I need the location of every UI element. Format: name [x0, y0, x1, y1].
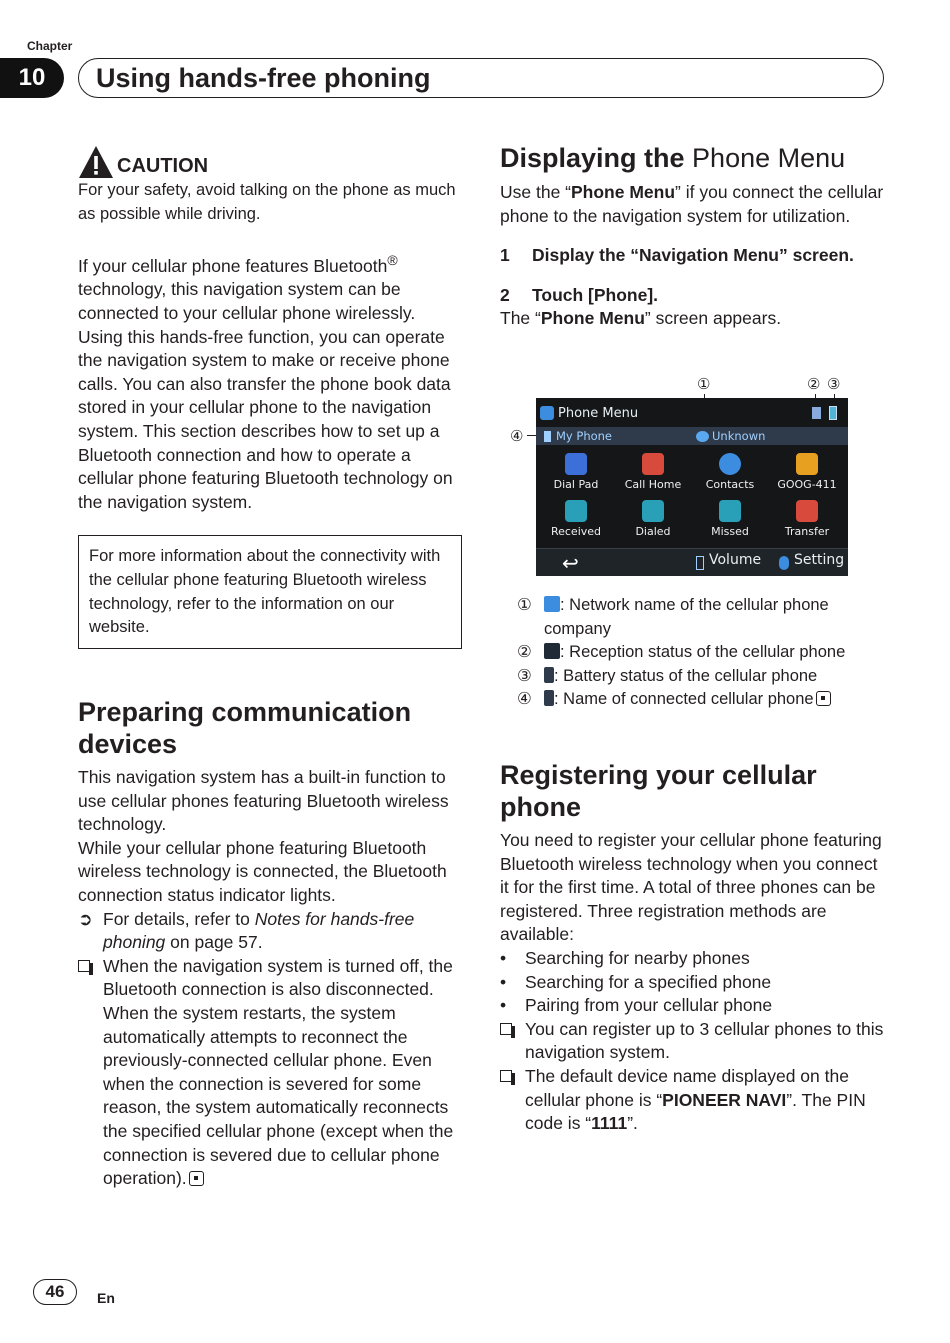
- reference-link-text: Notes for hands-free phoning: [103, 908, 415, 953]
- dial-pad-button[interactable]: [538, 450, 614, 494]
- register-note-1-text: You can register up to 3 cellular phones to this navigation system.: [525, 1018, 884, 1063]
- intro-paragraph: [78, 249, 464, 514]
- chapter-number: 10: [0, 58, 64, 98]
- back-button[interactable]: ↩: [562, 551, 579, 575]
- language-label: En: [97, 1290, 115, 1306]
- phone-menu-heading-bold: Displaying the: [500, 143, 685, 173]
- battery-icon: [829, 406, 837, 420]
- reference-item: [78, 908, 464, 955]
- preparing-para1: This navigation system has a built-in function to use cellular phones featuring Bluetooth wireless technology.: [78, 767, 449, 835]
- registering-heading: Registering your cellular phone: [500, 760, 817, 822]
- missed-button[interactable]: [692, 497, 768, 541]
- legend-item-2: [517, 641, 887, 665]
- bullet-item-3: • Pairing from your cellular phone: [500, 994, 890, 1018]
- pin-code: 1111: [591, 1113, 628, 1134]
- network-icon: [696, 431, 709, 442]
- preparing-section: [78, 696, 464, 1191]
- intro-text-before: If your cellular phone features Bluetooth: [78, 255, 388, 276]
- legend-4-text: : Name of connected cellular phone: [554, 690, 814, 709]
- step-2-text: Touch [Phone].: [532, 284, 659, 305]
- transfer-label: Transfer: [784, 525, 830, 538]
- callout-4: ④: [510, 428, 524, 445]
- missed-label: Missed: [711, 525, 749, 538]
- info-box: [78, 535, 462, 649]
- callout-1: ①: [697, 376, 711, 393]
- dialed-icon: [642, 500, 664, 522]
- phone-menu-section: [500, 142, 890, 331]
- caution-block: [78, 145, 464, 226]
- bullet-1-text: Searching for nearby phones: [525, 947, 750, 968]
- legend-1-text: : Network name of the cellular phone company: [544, 596, 829, 638]
- phone-menu-screen: [536, 398, 848, 576]
- screen-title: Phone Menu: [558, 406, 639, 421]
- chapter-label: Chapter: [27, 39, 73, 53]
- received-button[interactable]: [538, 497, 614, 541]
- reference-arrow-icon: ➲: [78, 908, 93, 929]
- battery-legend-icon: [544, 667, 554, 683]
- bluetooth-icon: [779, 556, 789, 570]
- note2-before: The default device name displayed on the cellular phone is “: [525, 1065, 849, 1110]
- received-icon: [565, 500, 587, 522]
- dialed-label: Dialed: [635, 525, 671, 538]
- phone-menu-intro-bold: Phone Menu: [571, 182, 676, 202]
- received-label: Received: [550, 525, 602, 538]
- step-1-text: Display the “Navigation Menu” screen.: [532, 245, 854, 266]
- volume-button[interactable]: Volume: [709, 552, 762, 568]
- result-bold: Phone Menu: [540, 308, 645, 329]
- step-2: [500, 284, 890, 308]
- chapter-title: Using hands-free phoning: [96, 63, 431, 93]
- phone-menu-icon: [540, 406, 554, 420]
- phone-menu-intro-before: Use the “: [500, 182, 571, 202]
- note2-mid: ”. The PIN code is “: [525, 1089, 866, 1134]
- registered-mark: ®: [387, 252, 398, 268]
- goog-411-icon: [796, 453, 818, 475]
- contacts-icon: [719, 453, 741, 475]
- page-number: 46: [33, 1279, 77, 1305]
- intro-text-after: technology, this navigation system can be connected to your cellular phone wirelessly. Using this hands-free function, you can operate the navigation system to make or receive phone calls. You can also transfer the phone book data stored in your cellular phone to the navigation system. This section describes how to set up a Bluetooth connection and how to operate a cellular phone featuring Bluetooth technology on the navigation system.: [78, 279, 453, 512]
- network-legend-icon: [544, 596, 560, 612]
- legend-3-text: : Battery status of the cellular phone: [554, 666, 818, 685]
- device-name: PIONEER NAVI: [662, 1089, 787, 1110]
- preparing-heading: Preparing communication devices: [78, 697, 412, 759]
- callout-3: ③: [827, 376, 841, 393]
- callout-2: ②: [807, 376, 821, 393]
- info-box-text: For more information about the connectivity with the cellular phone featuring Bluetooth wireless technology, refer to the information on our website.: [89, 547, 441, 637]
- step-2-number: 2: [500, 284, 510, 305]
- goog-411-label: GOOG-411: [777, 478, 837, 491]
- legend-item-3: [517, 665, 887, 689]
- step-1-number: 1: [500, 245, 510, 266]
- screen-legend: [517, 594, 887, 712]
- dial-pad-icon: [565, 453, 587, 475]
- legend-item-1: [517, 594, 887, 641]
- phone-menu-heading-normal: Phone Menu: [692, 143, 846, 173]
- caution-heading: CAUTION: [117, 155, 209, 178]
- preparing-para2: While your cellular phone featuring Bluetooth wireless technology is connected, the Bluetooth connection status indicator lights.: [78, 837, 447, 905]
- missed-icon: [719, 500, 741, 522]
- phone-menu-intro: [500, 181, 890, 228]
- transfer-button[interactable]: [769, 497, 845, 541]
- note-box-icon: [500, 1023, 512, 1035]
- dialed-button[interactable]: [615, 497, 691, 541]
- dial-pad-label: Dial Pad: [553, 478, 599, 491]
- transfer-icon: [796, 500, 818, 522]
- contacts-button[interactable]: [692, 450, 768, 494]
- legend-2-text: : Reception status of the cellular phone: [560, 643, 846, 662]
- registering-section: [500, 759, 890, 1136]
- end-mark-icon: [189, 1171, 204, 1186]
- phone-menu-intro-after: ” if you connect the cellular phone to the navigation system for utilization.: [500, 182, 884, 226]
- register-note-1: [500, 1018, 890, 1065]
- call-home-label: Call Home: [624, 478, 682, 491]
- bullet-3-text: Pairing from your cellular phone: [525, 995, 773, 1016]
- result-before: The “: [500, 308, 541, 329]
- bullet-item-1: • Searching for nearby phones: [500, 947, 890, 971]
- note-box-icon: [78, 960, 90, 972]
- step-2-result: [500, 307, 890, 331]
- warning-icon: [78, 145, 114, 179]
- my-phone-label: My Phone: [556, 429, 613, 443]
- contacts-label: Contacts: [705, 478, 755, 491]
- reference-text-before: For details, refer to: [103, 908, 255, 929]
- legend-item-4: [517, 688, 887, 712]
- goog-411-button[interactable]: [769, 450, 845, 494]
- step-1: [500, 244, 890, 268]
- signal-icon: [812, 407, 821, 419]
- legend-4-number: ④: [517, 690, 532, 709]
- result-after: ” screen appears.: [644, 308, 782, 329]
- network-name: Unknown: [712, 429, 766, 443]
- legend-3-number: ③: [517, 666, 532, 685]
- setting-button[interactable]: Setting: [794, 552, 845, 568]
- phone-legend-icon: [544, 690, 554, 706]
- register-note-2: [500, 1065, 890, 1136]
- bullet-2-text: Searching for a specified phone: [525, 971, 772, 992]
- my-phone-icon: [544, 431, 551, 442]
- reference-text-after: on page 57.: [165, 932, 263, 953]
- call-home-icon: [642, 453, 664, 475]
- end-mark-icon: [816, 691, 831, 706]
- bullet-item-2: • Searching for a specified phone: [500, 971, 890, 995]
- caution-text: For your safety, avoid talking on the phone as much as possible while driving.: [78, 181, 456, 223]
- note-box-icon: [500, 1070, 512, 1082]
- note2-after: ”.: [627, 1113, 638, 1134]
- legend-2-number: ②: [517, 643, 532, 662]
- note-text: When the navigation system is turned off, the Bluetooth connection is also disconnected. When the system restarts, the system automatically attempts to reconnect the previously-connected cellular phone. Even when the connection is severed for some reason, the system automatically reconnects the specified cellular phone (except when the connection is severed due to cellular phone operation).: [103, 955, 454, 1189]
- volume-icon: [696, 556, 704, 570]
- note-item: [78, 955, 464, 1191]
- legend-1-number: ①: [517, 596, 532, 614]
- call-home-button[interactable]: [615, 450, 691, 494]
- registering-intro: You need to register your cellular phone featuring Bluetooth wireless technology when you connect it for the first time. A total of three phones can be registered. Three registration methods are available:: [500, 830, 882, 945]
- signal-legend-icon: [544, 643, 560, 659]
